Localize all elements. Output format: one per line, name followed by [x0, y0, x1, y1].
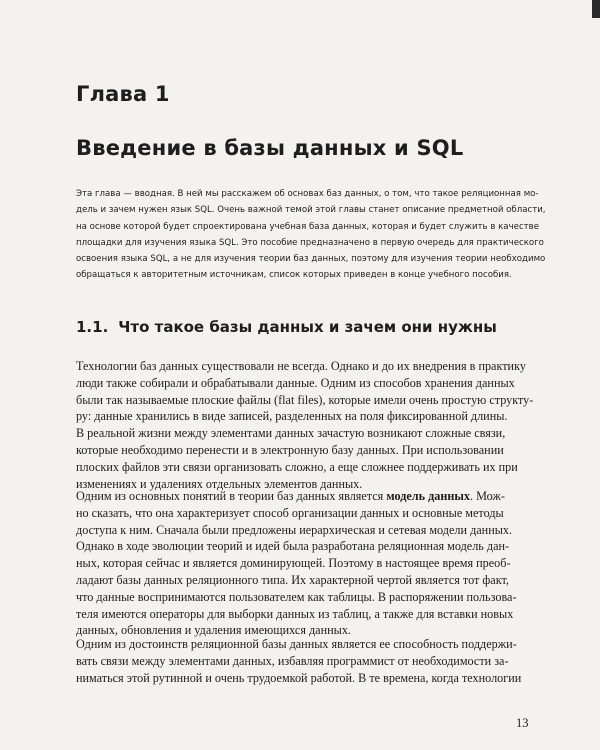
paragraph-text: . Мож- — [470, 489, 505, 503]
paragraph-line: данных, обновления и удаления имеющихся данных. — [76, 623, 351, 638]
section-heading — [76, 318, 497, 336]
paragraph-line: но сказать, что она характеризует способ организации данных и основные методы — [76, 505, 504, 520]
term-data-model: модель данных — [386, 489, 471, 503]
paragraph-line: вать связи между элементами данных, избавляя программист от необходимости за- — [76, 653, 509, 668]
intro-line: освоения языка SQL, а не для изучения теории баз данных, поэтому для изучения теории необходимо — [76, 254, 546, 265]
chapter-label: Глава 1 — [76, 82, 170, 106]
page-edge-marker — [592, 0, 600, 18]
paragraph-line: плоских файлов эти связи организовать сложно, а еще сложнее поддерживать их при — [76, 459, 518, 474]
section-number: 1.1. — [76, 318, 109, 336]
paragraph-line: что данные воспринимаются пользователем как таблицы. В распоряжении пользова- — [76, 589, 517, 604]
paragraph-line: ных, которая сейчас и является доминирующей. Поэтому в настоящее время преоб- — [76, 556, 511, 571]
paragraph-line: Однако в ходе эволюции теорий и идей была разработана реляционная модель дан- — [76, 539, 510, 554]
paragraph-line: теля имеются операторы для выборки данных из таблиц, а также для вставки новых — [76, 606, 514, 621]
paragraph-line: ниматься этой рутинной и очень трудоемкой работой. В те времена, когда технологии — [76, 670, 522, 685]
intro-line: дель и зачем нужен язык SQL. Очень важной темой этой главы станет описание предметной области, — [76, 205, 546, 216]
paragraph-2 — [76, 488, 536, 639]
paragraph-text: Одним из основных понятий в теории баз данных является — [76, 489, 387, 503]
paragraph-line — [76, 488, 536, 505]
intro-line: на основе которой будет спроектирована учебная база данных, которая и будет служить в качестве — [76, 221, 540, 232]
paragraph-line: Технологии баз данных существовали не всегда. Однако и до их внедрения в практику — [76, 359, 526, 373]
chapter-title: Введение в базы данных и SQL — [76, 136, 464, 160]
page-number: 13 — [516, 716, 529, 730]
paragraph-1 — [76, 358, 536, 492]
paragraph-line: люди также собирали и обрабатывали данные. Одним из способов хранения данных — [76, 375, 515, 390]
intro-line: площадки для изучения языка SQL. Это пособие предназначено в первую очередь для практического — [76, 237, 544, 248]
paragraph-line: изменениях и удалениях отдельных элементов данных. — [76, 476, 363, 491]
paragraph-line: ру: данные хранились в виде записей, разделенных на поля фиксированной длины. — [76, 409, 508, 424]
intro-line: обращаться к авторитетным источникам, список которых приведен в конце учебного пособия. — [76, 270, 512, 281]
paragraph-line: были так называемые плоские файлы (flat files), которые имели очень простую структу- — [76, 392, 534, 407]
chapter-intro — [76, 186, 546, 284]
paragraph-line: Одним из достоинств реляционной базы данных является ее способность поддержи- — [76, 637, 517, 651]
paragraph-line: которые необходимо перенести и в электронную базу данных. При использовании — [76, 442, 504, 457]
paragraph-3 — [76, 636, 536, 686]
intro-line: Эта глава — вводная. В ней мы расскажем об основах баз данных, о том, что такое реляционная мо- — [76, 189, 539, 199]
section-title: Что такое базы данных и зачем они нужны — [118, 318, 497, 336]
paragraph-line: ладают базы данных реляционного типа. Их характерной чертой является тот факт, — [76, 572, 509, 587]
paragraph-line: доступа к ним. Сначала были предложены иерархическая и сетевая модели данных. — [76, 522, 513, 537]
paragraph-line: В реальной жизни между элементами данных зачастую возникают сложные связи, — [76, 426, 506, 441]
